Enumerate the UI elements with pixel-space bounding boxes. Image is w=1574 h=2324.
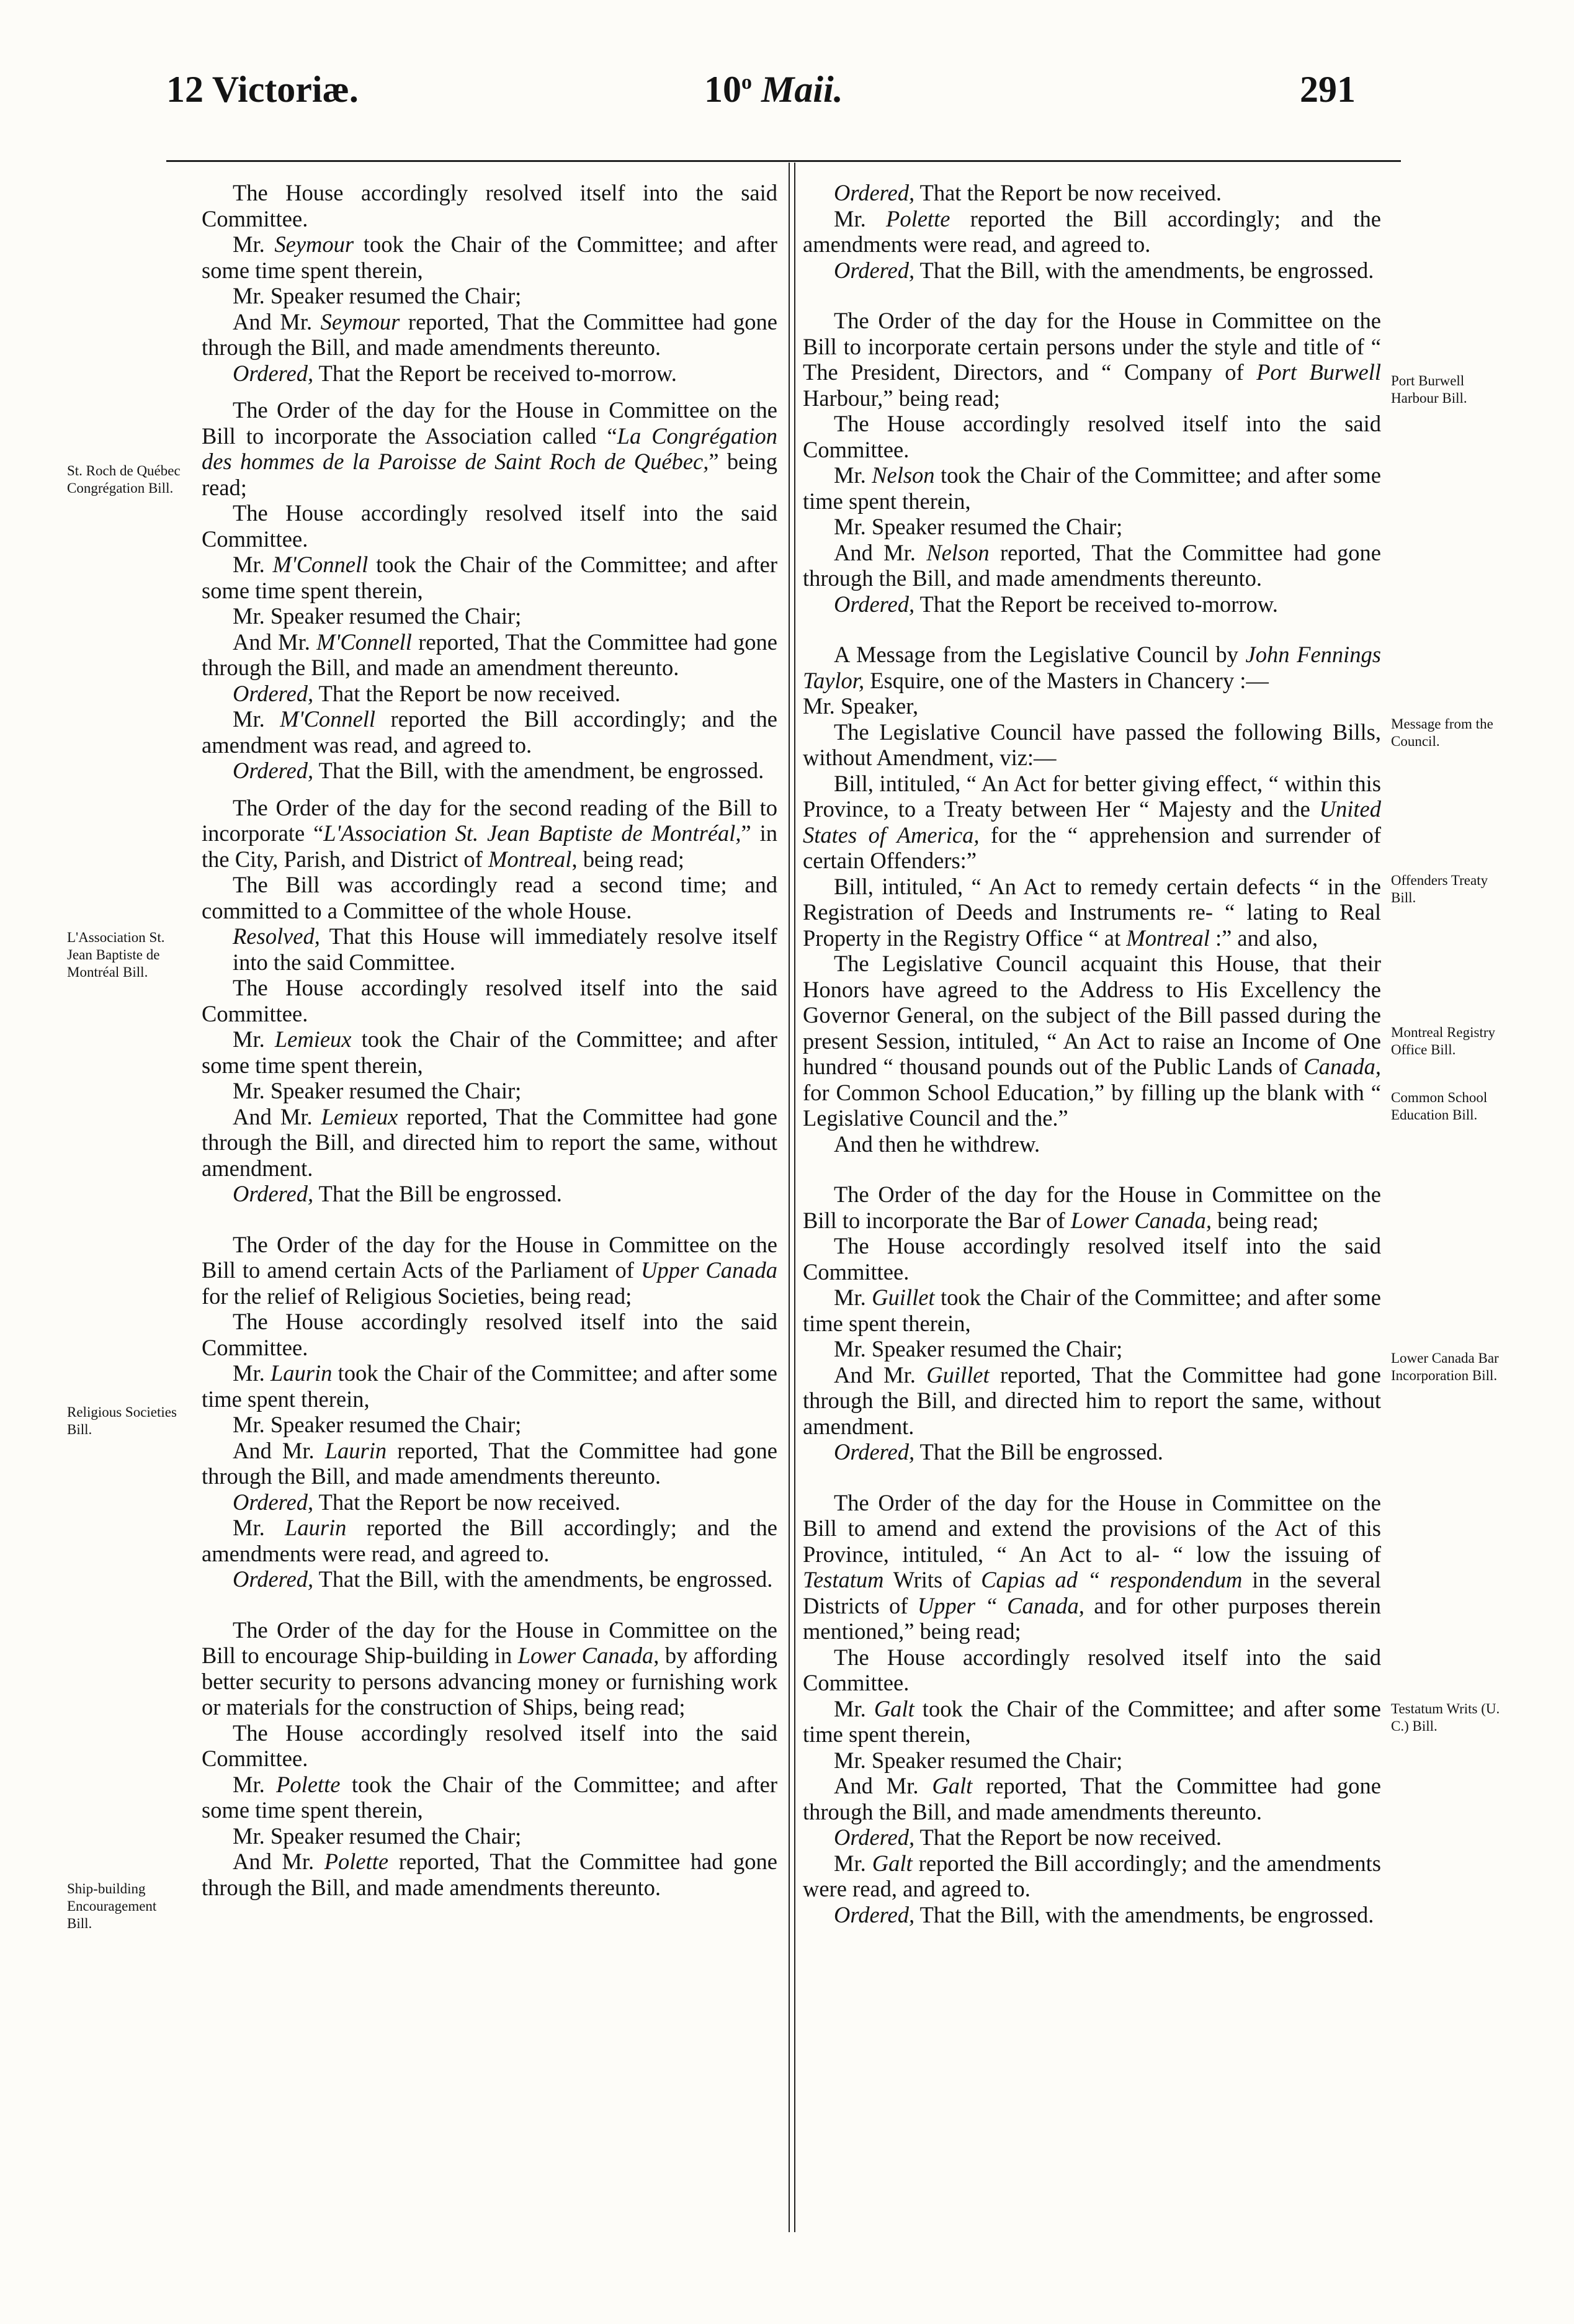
margin-note-left: Ship-building Encouragement Bill. — [67, 1881, 157, 1931]
paragraph: Ordered, That the Bill, with the amendments, be engrossed. — [834, 1901, 1374, 1927]
paragraph: And Mr. Nelson reported, That the Committee had gone through the Bill, and made amendments thereunto. — [803, 539, 1381, 591]
paragraph: Ordered, That the Bill be engrossed. — [233, 1181, 562, 1206]
paragraph: The House accordingly resolved itself into the said Committee. — [202, 1309, 777, 1360]
header-rule — [166, 160, 1401, 162]
paragraph: Mr. Galt took the Chair of the Committee; and after some time spent therein, — [803, 1695, 1381, 1747]
left-column — [202, 180, 777, 1900]
paragraph: Mr. Galt reported the Bill accordingly; and the amendments were read, and agreed to. — [803, 1850, 1381, 1901]
paragraph: The House accordingly resolved itself into the said Committee. — [803, 1233, 1381, 1285]
column-divider — [789, 163, 795, 2232]
paragraph: Mr. Speaker resumed the Chair; — [233, 283, 522, 308]
paragraph: Ordered, That the Bill, with the amendments, be engrossed. — [233, 1566, 773, 1592]
paragraph: Ordered, That the Report be received to-morrow. — [233, 360, 677, 386]
paragraph: Mr. Seymour took the Chair of the Committee; and after some time spent therein, — [202, 231, 777, 283]
paragraph: Ordered, That the Report be received to-morrow. — [834, 591, 1278, 617]
paragraph: Mr. Polette reported the Bill accordingly; and the amendments were read, and agreed to. — [803, 205, 1381, 257]
paragraph: And Mr. Guillet reported, That the Committee had gone through the Bill, and directed him to report the same, without amendment. — [803, 1362, 1381, 1439]
margin-note-right: Port Burwell Harbour Bill. — [1391, 373, 1467, 406]
margin-note-left: Religious Societies Bill. — [67, 1404, 177, 1437]
paragraph: The House accordingly resolved itself into the said Committee. — [202, 180, 777, 231]
paragraph: The Order of the day for the House in Committee on the Bill to incorporate certain persons under the style and title of “ The President, Directors, and “ Company of Port Burwell Harbour,” being read; — [803, 308, 1382, 411]
paragraph: Ordered, That the Bill, with the amendment, be engrossed. — [233, 758, 764, 783]
paragraph: Mr. Speaker resumed the Chair; — [834, 514, 1123, 539]
paragraph: Mr. Laurin reported the Bill accordingly; and the amendments were read, and agreed to. — [202, 1515, 777, 1566]
paragraph: And then he withdrew. — [834, 1131, 1040, 1157]
paragraph: The Order of the day for the House in Committee on the Bill to amend and extend the provisions of the Act of this Province, intituled, “ An Act to al- “ low the issuing of Testatum Writs of Capias ad “ respondendum in the several Districts of Upper “ Canada, and for other purposes therein mentioned,” being read; — [803, 1489, 1382, 1644]
paragraph: The Legislative Council have passed the following Bills, without Amendment, viz:— — [803, 719, 1381, 770]
paragraph: And Mr. Galt reported, That the Committee had gone through the Bill, and made amendments thereunto. — [803, 1773, 1381, 1824]
paragraph: The Order of the day for the House in Committee on the Bill to encourage Ship-building in Lower Canada, by affording better security to persons advancing money or furnishing work or materials for the construction of Ships, being read; — [202, 1617, 777, 1720]
paragraph: Ordered, That the Report be now received. — [834, 180, 1222, 205]
paragraph: Mr. M'Connell reported the Bill accordingly; and the amendment was read, and agreed to. — [202, 706, 777, 758]
margin-note-right: Common School Education Bill. — [1391, 1090, 1488, 1123]
margin-note-left: L'Association St. Jean Baptiste de Montréal Bill. — [67, 930, 165, 980]
paragraph: Mr. Speaker resumed the Chair; — [834, 1747, 1123, 1773]
paragraph: And Mr. M'Connell reported, That the Committee had gone through the Bill, and made an amendment thereunto. — [202, 629, 777, 680]
paragraph: And Mr. Polette reported, That the Committee had gone through the Bill, and made amendments thereunto. — [202, 1849, 777, 1900]
paragraph: Ordered, That the Report be now received. — [834, 1824, 1222, 1850]
paragraph: The Order of the day for the House in Committee on the Bill to incorporate the Bar of Lower Canada, being read; — [803, 1182, 1381, 1233]
date-day: 10 — [704, 69, 741, 110]
paragraph: The House accordingly resolved itself into the said Committee. — [202, 500, 777, 552]
paragraph: A Message from the Legislative Council by John Fennings Taylor, Esquire, one of the Masters in Chancery :— — [803, 642, 1382, 693]
paragraph: The Order of the day for the House in Committee on the Bill to amend certain Acts of the Parliament of Upper Canada for the relief of Religious Societies, being read; — [202, 1231, 778, 1309]
session-date — [704, 68, 843, 111]
paragraph: Mr. Speaker resumed the Chair; — [834, 1336, 1123, 1362]
paragraph: Bill, intituled, “ An Act for better giving effect, “ within this Province, to a Treaty between Her “ Majesty and the United States of America, for the “ apprehension and surrender of certain Offenders:” — [803, 770, 1381, 873]
paragraph: The Order of the day for the House in Committee on the Bill to incorporate the Association called “La Congrégation des hommes de la Paroisse de Saint Roch de Québec,” being read; — [202, 397, 778, 500]
date-ordinal: o — [741, 71, 752, 94]
page-number: 291 — [1300, 69, 1356, 110]
paragraph: And Mr. Lemieux reported, That the Committee had gone through the Bill, and directed him to report the same, without amendment. — [202, 1103, 777, 1181]
paragraph: Mr. M'Connell took the Chair of the Committee; and after some time spent therein, — [202, 552, 777, 603]
paragraph: Mr. Speaker resumed the Chair; — [233, 1078, 522, 1103]
paragraph: Ordered, That the Report be now received. — [233, 680, 621, 706]
regnal-year: 12 Victoriæ. — [166, 69, 359, 110]
paragraph: Mr. Speaker resumed the Chair; — [233, 1412, 522, 1437]
paragraph: Mr. Speaker resumed the Chair; — [233, 1823, 522, 1849]
margin-note-right: Montreal Registry Office Bill. — [1391, 1025, 1495, 1057]
paragraph: Mr. Lemieux took the Chair of the Committee; and after some time spent therein, — [202, 1026, 777, 1078]
margin-note-right: Message from the Council. — [1391, 716, 1493, 749]
paragraph: Mr. Speaker, — [803, 693, 919, 719]
paragraph: The Bill was accordingly read a second time; and committed to a Committee of the whole House. — [202, 872, 777, 923]
paragraph: The House accordingly resolved itself into the said Committee. — [202, 975, 777, 1026]
paragraph: The Legislative Council acquaint this House, that their Honors have agreed to the Address to His Excellency the Governor General, on the subject of the Bill passed during the present Session, intituled, “ An Act to raise an Income of One hundred “ thousand pounds out of the Public Lands of Canada, for Common School Education,” by filling up the blank with “ Legislative Council and the.” — [803, 951, 1381, 1131]
page-header — [0, 68, 1574, 130]
right-column — [803, 180, 1381, 1927]
paragraph: Mr. Speaker resumed the Chair; — [233, 603, 522, 629]
paragraph: And Mr. Laurin reported, That the Committee had gone through the Bill, and made amendments thereunto. — [202, 1437, 777, 1489]
margin-note-right: Lower Canada Bar Incorporation Bill. — [1391, 1350, 1499, 1383]
paragraph: Mr. Nelson took the Chair of the Committee; and after some time spent therein, — [803, 462, 1381, 514]
paragraph: Ordered, That the Report be now received. — [233, 1489, 621, 1515]
paragraph: The House accordingly resolved itself into the said Committee. — [202, 1720, 777, 1771]
paragraph: Resolved, That this House will immediately resolve itself into the said Committee. — [233, 923, 777, 975]
paragraph: Ordered, That the Bill be engrossed. — [834, 1439, 1163, 1465]
paragraph: Bill, intituled, “ An Act to remedy certain defects “ in the Registration of Deeds and Instruments re- “ lating to Real Property in the Registry Office “ at Montreal :” and also, — [803, 873, 1381, 951]
paragraph: And Mr. Seymour reported, That the Committee had gone through the Bill, and made amendments thereunto. — [202, 308, 777, 360]
date-month: Maii. — [761, 69, 843, 110]
paragraph: The House accordingly resolved itself into the said Committee. — [803, 411, 1381, 462]
margin-note-right: Offenders Treaty Bill. — [1391, 873, 1488, 905]
paragraph: Mr. Guillet took the Chair of the Committee; and after some time spent therein, — [803, 1285, 1381, 1336]
paragraph: The Order of the day for the second reading of the Bill to incorporate “L'Association St. Jean Baptiste de Montréal,” in the City, Parish, and District of Montreal, being read; — [202, 794, 778, 872]
paragraph: Mr. Laurin took the Chair of the Committee; and after some time spent therein, — [202, 1360, 777, 1412]
margin-note-right: Testatum Writs (U. C.) Bill. — [1391, 1701, 1500, 1734]
margin-note-left: St. Roch de Québec Congrégation Bill. — [67, 463, 181, 496]
paragraph: Ordered, That the Bill, with the amendments, be engrossed. — [834, 257, 1374, 283]
paragraph: The House accordingly resolved itself into the said Committee. — [803, 1644, 1381, 1695]
paragraph: Mr. Polette took the Chair of the Committee; and after some time spent therein, — [202, 1771, 777, 1823]
